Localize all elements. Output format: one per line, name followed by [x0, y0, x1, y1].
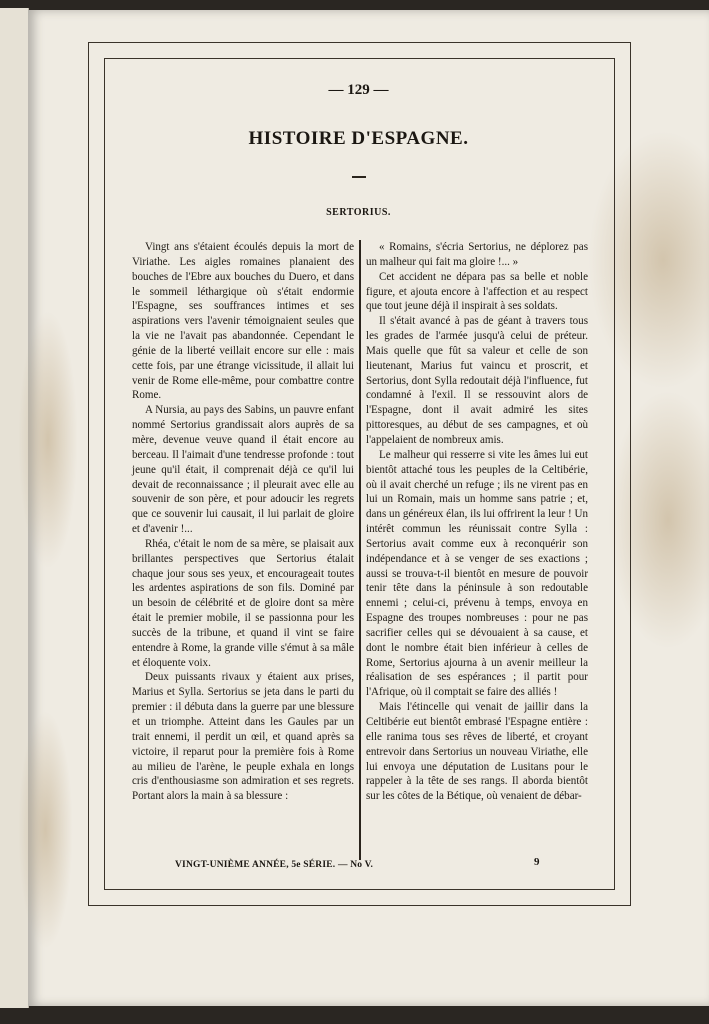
paragraph: Mais l'étincelle qui venait de jaillir dans la Celtibérie eut bientôt embrasé l'Espagne entière : elle ranima tous ses rêves de liberté, et croyant entrevoir dans Sertorius un nouveau Viriathe, elle lui envoya une députation de Lusitans pour le rappeler à la tête de ses rangs. Il aborda bientôt sur les côtes de la Bétique, où venaient de débar- — [366, 701, 588, 803]
paragraph: « Romains, s'écria Sertorius, ne déplorez pas un malheur qui fait ma gloire !... » — [366, 241, 588, 268]
page-number: — 129 — — [328, 82, 389, 98]
paragraph: Vingt ans s'étaient écoulés depuis la mort de Viriathe. Les aigles romaines planaient des bouches de l'Ebre aux bouches du Duero, et dans le sommeil léthargique où s'était endormie l'Espagne, ses souffrances intimes et ses aspirations vers l'avenir témoignaient seules que la vie ne l'avait pas abandonnée. Cependant le génie de la liberté veillait encore sur elle : mais cette fois, par une étrange vicissitude, il allait lui venir de Rome elle-même, pour combattre contre Rome. — [132, 241, 354, 402]
page-title: HISTOIRE D'ESPAGNE. — [248, 128, 469, 149]
signature-mark: 9 — [534, 856, 540, 868]
paragraph: Cet accident ne dépara pas sa belle et noble figure, et ajouta encore à l'affection et au respect que tout jeune déjà il inspirait à ses soldats. — [366, 270, 588, 313]
paragraph: Rhéa, c'était le nom de sa mère, se plaisait aux brillantes perspectives que Sertorius étalait chaque jour sous ses yeux, et encourageait toutes les ardentes aspirations de son fils. Dominé par un besoin de célébrité et de gloire dont sa mère était le premier mobile, il se passionna pour les succès de la tribune, et quand il vint se faire entendre à Rome, la grande ville s'émut à sa mâle et éloquente voix. — [132, 537, 354, 669]
column-divider — [359, 240, 361, 860]
left-text-column — [132, 240, 354, 804]
section-subtitle: SERTORIUS. — [326, 207, 391, 218]
paragraph: Le malheur qui resserre si vite les âmes lui eut bientôt attaché tous les peuples de la Celtibérie, où il avait cherché un refuge ; ils ne virent pas en lui un Romain, mais un homme sans patrie ; et, dans un généreux élan, ils lui offrirent la leur ! Un intérêt commun les réunissait contre Sylla : Sertorius avait comme eux à reconquérir son indépendance et à se venger de ses exactions ; aussi se trouva-t-il bientôt en mesure de pouvoir tenir tête dans la péninsule à son redoutable ennemi ; celui-ci, prévenu à temps, envoya en Espagne des troupes nombreuses : pour ne pas sacrifier celles qui se dévouaient à sa cause, et dont le nombre était bien inférieur à celles de Rome, Sertorius ajourna à un avenir meilleur la réalisation de ses espérances ; il partit pour l'Afrique, où il comptait se faire des alliés ! — [366, 448, 588, 699]
water-stain — [18, 310, 78, 570]
series-footer: VINGT-UNIÈME ANNÉE, 5e SÉRIE. — No V. — [175, 860, 374, 870]
water-stain — [18, 710, 73, 950]
right-text-column — [366, 240, 588, 804]
paragraph: Deux puissants rivaux y étaient aux prises, Marius et Sylla. Sertorius se jeta dans le parti du premier : il débuta dans la guerre par une blessure et un triomphe. Atteint dans les Gaules par un trait ennemi, il perdit un œil, et quand après sa victoire, il reparut pour la première fois à Rome au milieu de l'arène, le peuple exhala en longs cris d'enthousiasme son admiration et ses regrets. Portant alors la main à sa blessure : — [132, 671, 354, 803]
paragraph: A Nursia, au pays des Sabins, un pauvre enfant nommé Sertorius grandissait alors auprès de sa mère, devenue veuve quand il était encore au berceau. Il l'aimait d'une tendresse profonde : tout jeune qu'il était, il comprenait déjà ce qu'il lui devait de reconnaissance ; il pleurait avec elle au souvenir de son père, et pour adoucir les regrets que ce souvenir lui causait, il lui parlait de gloire et d'avenir !... — [132, 404, 354, 536]
paragraph: Il s'était avancé à pas de géant à travers tous les grades de l'armée jusqu'à celui de préteur. Mais quelle que fût sa valeur et celle de son lieutenant, Marius fut vaincu et proscrit, et Sertorius, dont Sylla redoutait déjà l'influence, fut condamné à l'exil. Il se ressouvint alors de l'Espagne, dont il avait admiré les sites pittoresques, au début de ses campagnes, et où l'appelaient de nombreux amis. — [366, 315, 588, 446]
title-divider — [352, 176, 366, 178]
